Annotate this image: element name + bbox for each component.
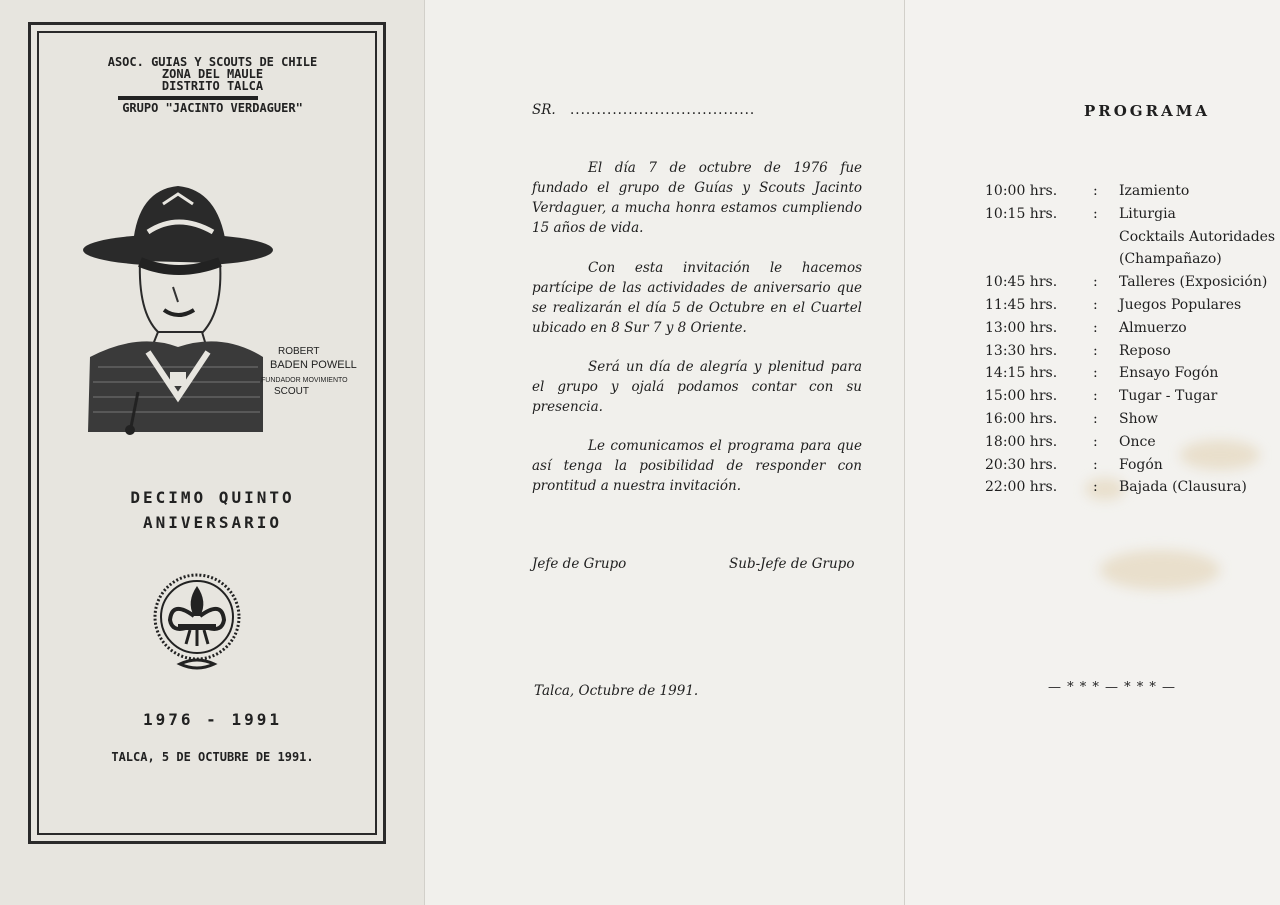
program-time: 18:00 hrs. <box>985 433 1058 450</box>
program-separator: : <box>1093 183 1098 199</box>
org-line-2: ZONA DEL MAULE <box>161 67 264 81</box>
program-row <box>985 408 1158 430</box>
stain-1 <box>1180 440 1260 470</box>
program-row <box>985 317 1187 339</box>
program-time: 14:15 hrs. <box>985 365 1058 382</box>
program-activity: Fogón <box>1119 456 1163 473</box>
org-line-3: DISTRITO TALCA <box>161 79 264 93</box>
program-row <box>985 431 1156 453</box>
program-time: 13:00 hrs. <box>985 319 1058 336</box>
cover-place-date: TALCA, 5 DE OCTUBRE DE 1991. <box>111 750 314 764</box>
program-separator: : <box>1093 411 1098 427</box>
program-row <box>985 226 1275 248</box>
program-activity: Cocktails Autoridades <box>1119 228 1276 245</box>
letter-paragraph-2: Con esta invitación le hacemos partícipe de las actividades de aniversario que se realizarán el día 5 de Octubre en el Cuartel ubicado en 8 Sur 7 y 8 Oriente. <box>532 260 862 336</box>
program-activity: Juegos Populares <box>1119 297 1242 313</box>
letter-paragraph-1: El día 7 de octubre de 1976 fue fundado el grupo de Guías y Scouts Jacinto Verdaguer, a mucha honra estamos cumpliendo 15 años de vida. <box>532 160 862 236</box>
program-separator: : <box>1093 456 1098 473</box>
stain-2 <box>1100 550 1220 590</box>
fleur-de-lis-emblem-icon <box>150 572 245 677</box>
program-row <box>985 362 1218 384</box>
program-row <box>985 476 1247 498</box>
program-separator: : <box>1093 205 1098 222</box>
program-separator: : <box>1093 388 1098 405</box>
program-title: PROGRAMA <box>1084 102 1210 120</box>
program-time: 10:15 hrs. <box>985 205 1058 222</box>
program-separator: : <box>1093 433 1098 450</box>
closing-mark: — * * * — * * * — <box>1048 680 1177 695</box>
program-time: 10:45 hrs. <box>985 274 1058 291</box>
program-time: 13:30 hrs. <box>985 342 1058 359</box>
program-row <box>985 454 1163 476</box>
program-activity: Ensayo Fogón <box>1119 365 1219 382</box>
program-activity: Show <box>1119 411 1159 427</box>
salutation: SR. <box>532 102 556 118</box>
program-row <box>985 385 1217 407</box>
program-row <box>985 248 1222 270</box>
program-activity: Once <box>1119 433 1156 450</box>
program-activity: Almuerzo <box>1119 319 1187 336</box>
program-separator: : <box>1093 297 1098 313</box>
cover-panel <box>0 0 425 905</box>
program-row <box>985 180 1189 202</box>
anniversary-years: 1976 - 1991 <box>143 710 282 729</box>
portrait-caption-3: FUNDADOR MOVIMIENTO <box>261 377 348 384</box>
program-activity: Liturgia <box>1119 205 1176 222</box>
program-time: 20:30 hrs. <box>985 456 1058 473</box>
program-activity: Izamiento <box>1119 183 1190 199</box>
letter-paragraph-3: Será un día de alegría y plenitud para el grupo y ojalá podamos contar con su presencia. <box>532 359 862 415</box>
header-rule <box>118 96 258 100</box>
program-separator: : <box>1093 319 1098 336</box>
program-separator: : <box>1093 274 1098 291</box>
program-time: 22:00 hrs. <box>985 479 1058 496</box>
portrait-caption-4: SCOUT <box>274 386 309 397</box>
program-activity: Bajada (Clausura) <box>1119 479 1247 496</box>
program-row <box>985 271 1267 293</box>
program-row <box>985 340 1171 362</box>
signature-jefe: Jefe de Grupo <box>532 556 627 572</box>
program-time: 15:00 hrs. <box>985 388 1058 405</box>
program-activity: Tugar - Tugar <box>1119 388 1218 405</box>
org-line-1: ASOC. GUIAS Y SCOUTS DE CHILE <box>107 55 318 69</box>
portrait-caption-1: ROBERT <box>278 346 320 357</box>
program-activity: (Champañazo) <box>1119 251 1222 268</box>
letter-paragraph-4: Le comunicamos el programa para que así tenga la posibilidad de responder con prontitud a nuestra invitación. <box>532 438 862 494</box>
anniversary-title-line-2: ANIVERSARIO <box>143 513 282 532</box>
program-activity: Reposo <box>1119 342 1171 359</box>
program-activity: Talleres (Exposición) <box>1119 274 1268 291</box>
program-time: 10:00 hrs. <box>985 183 1058 199</box>
program-time: 11:45 hrs. <box>985 297 1058 313</box>
program-row <box>985 203 1176 225</box>
program-separator: : <box>1093 342 1098 359</box>
salutation-dots: ................................... <box>570 102 756 118</box>
program-separator: : <box>1093 479 1098 496</box>
group-name: GRUPO "JACINTO VERDAGUER" <box>122 101 303 115</box>
program-row <box>985 294 1241 316</box>
anniversary-title-line-1: DECIMO QUINTO <box>130 488 295 507</box>
program-separator: : <box>1093 365 1098 382</box>
signature-sub-jefe: Sub-Jefe de Grupo <box>729 556 855 572</box>
program-time: 16:00 hrs. <box>985 411 1058 427</box>
portrait-caption-2: BADEN POWELL <box>270 359 357 371</box>
letter-place-date: Talca, Octubre de 1991. <box>534 683 699 699</box>
baden-powell-portrait <box>78 182 358 437</box>
